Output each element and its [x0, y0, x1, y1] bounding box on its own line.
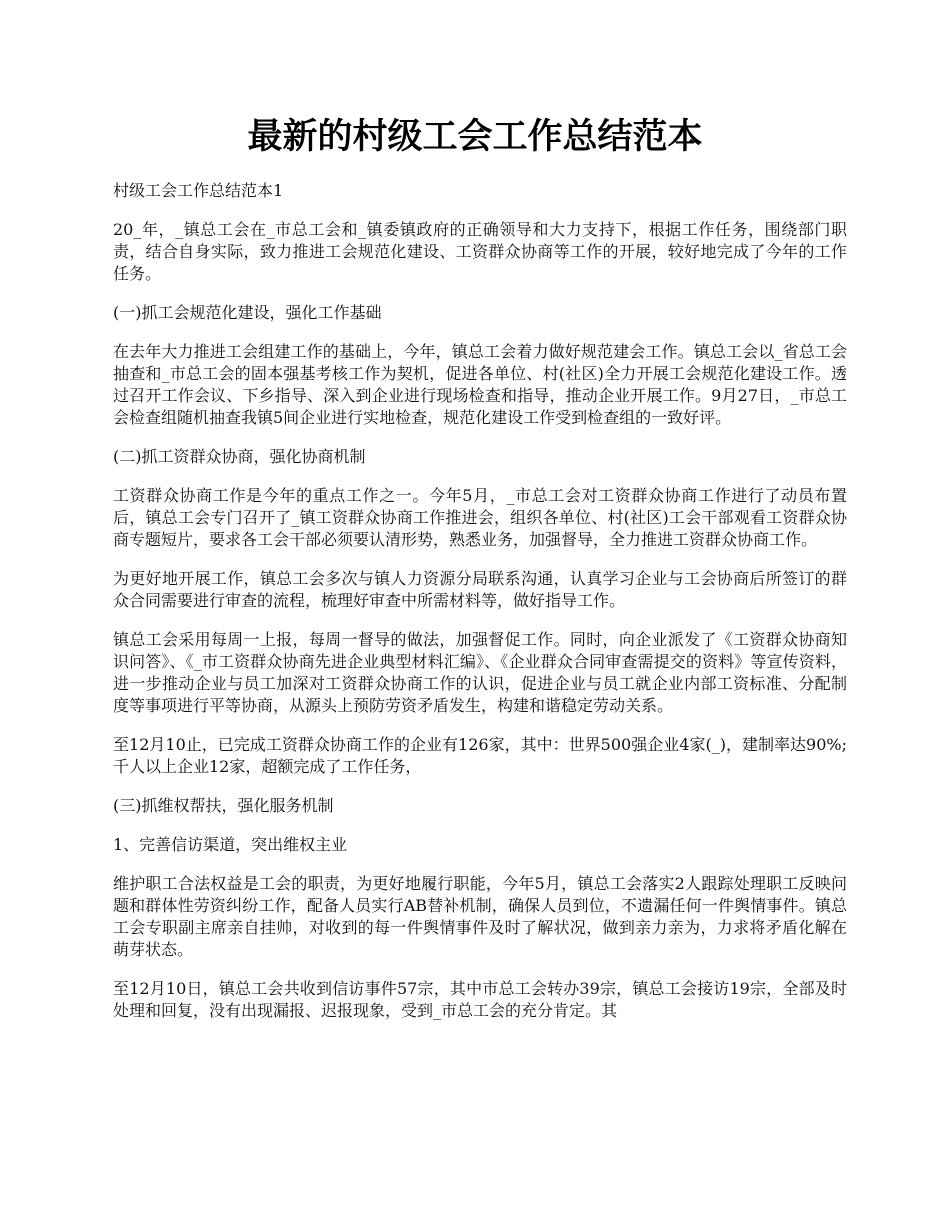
- document-title: 最新的村级工会工作总结范本: [247, 116, 703, 157]
- document-body: [113, 180, 847, 1039]
- subsection-heading: 1、完善信访渠道，突出维权主业: [113, 835, 348, 854]
- section-heading: (三)抓维权帮扶，强化服务机制: [113, 796, 334, 815]
- body-paragraph: 为更好地开展工作，镇总工会多次与镇人力资源分局联系沟通，认真学习企业与工会协商后所签订的群众合同需要进行审查的流程，梳理好审查中所需材料等，做好指导工作。: [113, 569, 847, 610]
- body-paragraph: 至12月10日，镇总工会共收到信访事件57宗，其中市总工会转办39宗，镇总工会接访19宗，全部及时处理和回复，没有出现漏报、迟报现象，受到_市总工会的充分肯定。其: [113, 979, 847, 1020]
- body-paragraph: 20_年，_镇总工会在_市总工会和_镇委镇政府的正确领导和大力支持下，根据工作任务，围绕部门职责，结合自身实际，致力推进工会规范化建设、工资群众协商等工作的开展，较好地完成了今年的工作任务。: [113, 220, 847, 283]
- body-paragraph: 至12月10止，已完成工资群众协商工作的企业有126家，其中：世界500强企业4家(_)，建制率达90%;千人以上企业12家，超额完成了工作任务，: [113, 735, 847, 776]
- body-paragraph: 工资群众协商工作是今年的重点工作之一。今年5月，_市总工会对工资群众协商工作进行了动员布置后，镇总工会专门召开了_镇工资群众协商工作推进会，组织各单位、村(社区)工会干部观看工资群众协商专题短片，要求各工会干部必须要认清形势，熟悉业务，加强督导，全力推进工资群众协商工作。: [113, 486, 847, 549]
- body-paragraph: 维护职工合法权益是工会的职责，为更好地履行职能，今年5月，镇总工会落实2人跟踪处理职工反映问题和群体性劳资纠纷工作，配备人员实行AB替补机制，确保人员到位，不遗漏任何一件舆情事件。镇总工会专职副主席亲自挂帅，对收到的每一件舆情事件及时了解状况，做到亲力亲为，力求将矛盾化解在萌芽状态。: [113, 874, 847, 959]
- section-heading: (二)抓工资群众协商，强化协商机制: [113, 447, 366, 466]
- section-subtitle: 村级工会工作总结范本1: [113, 181, 284, 200]
- section-heading: (一)抓工会规范化建设，强化工作基础: [113, 303, 382, 322]
- body-paragraph: 在去年大力推进工会组建工作的基础上，今年，镇总工会着力做好规范建会工作。镇总工会以_省总工会抽查和_市总工会的固本强基考核工作为契机，促进各单位、村(社区)全力开展工会规范化建设工作。透过召开工作会议、下乡指导、深入到企业进行现场检查和指导，推动企业开展工作。9月27日，_市总工会检查组随机抽查我镇5间企业进行实地检查，规范化建设工作受到检查组的一致好评。: [113, 342, 847, 427]
- body-paragraph: 镇总工会采用每周一上报，每周一督导的做法，加强督促工作。同时，向企业派发了《工资群众协商知识问答》、《_市工资群众协商先进企业典型材料汇编》、《企业群众合同审查需提交的资料》等宣传资料，进一步推动企业与员工加深对工资群众协商工作的认识，促进企业与员工就企业内部工资标准、分配制度等事项进行平等协商，从源头上预防劳资矛盾发生，构建和谐稳定劳动关系。: [113, 630, 847, 715]
